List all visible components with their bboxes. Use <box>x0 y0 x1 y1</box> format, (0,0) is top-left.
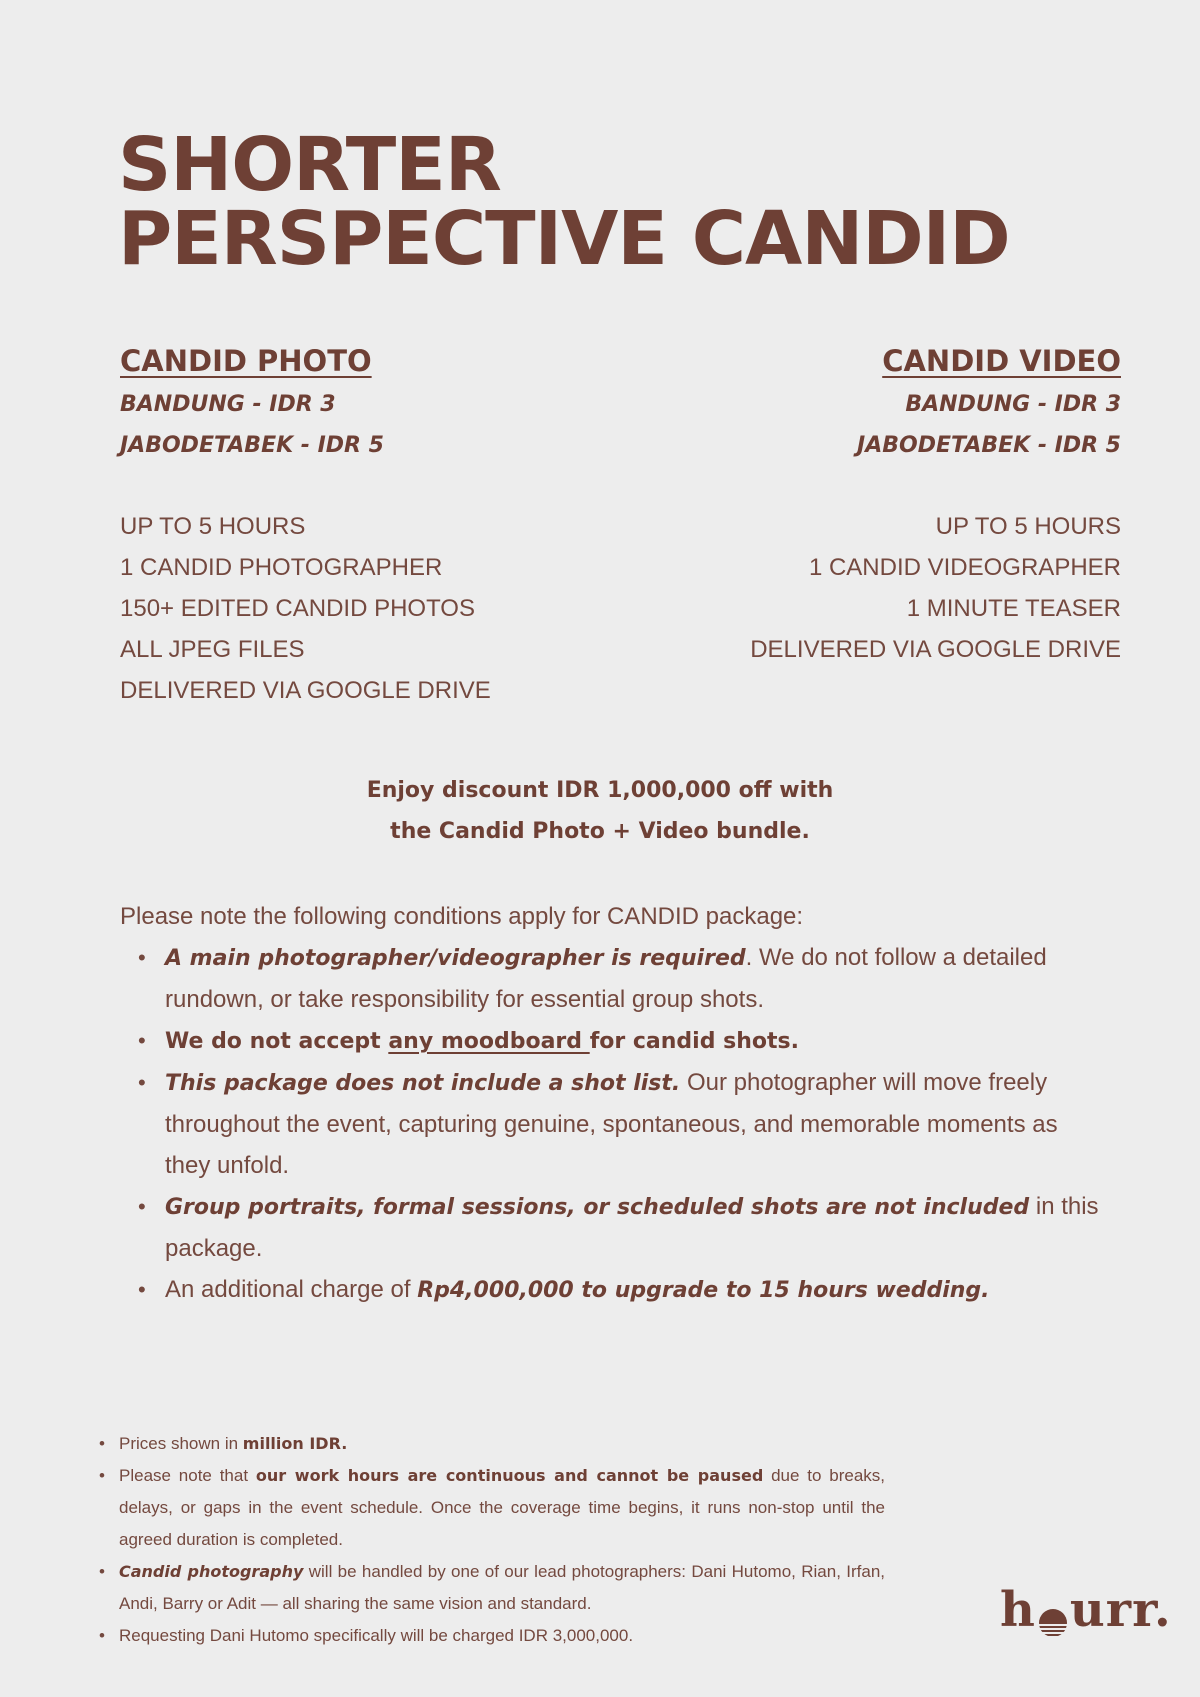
bundle-discount <box>0 770 1200 852</box>
video-features-list <box>601 506 1121 670</box>
list-item: 150+ EDITED CANDID PHOTOS <box>120 595 475 622</box>
condition-text: . We do not follow a detailed rundown, or take responsibility for essential group shots. <box>165 944 1047 1013</box>
condition-emphasis: We do not accept <box>165 1029 389 1054</box>
bundle-line-2: the Candid Photo + Video bundle. <box>390 819 810 844</box>
photo-price-jabodetabek: JABODETABEK - IDR 5 <box>120 433 384 458</box>
logo-text-h: h <box>1000 1582 1036 1638</box>
condition-emphasis: Group portraits, formal sessions, or scheduled shots are not included <box>165 1195 1030 1220</box>
title-line-1: SHORTER <box>118 122 501 208</box>
sunset-o-icon <box>1038 1598 1068 1628</box>
footnotes-list <box>95 1428 885 1652</box>
condition-item <box>165 1269 1100 1311</box>
footnote-emphasis: million IDR. <box>242 1434 348 1453</box>
footnote-text: will be handled by one of our lead photographers: Dani Hutomo, Rian, Irfan, Andi, Barry or Adit — all sharing the same vision and standard. <box>119 1562 885 1613</box>
condition-item <box>165 1186 1100 1269</box>
candid-photo-package <box>120 338 640 711</box>
footnote-item <box>119 1428 885 1460</box>
candid-video-heading: CANDID VIDEO <box>882 344 1121 378</box>
footnote-emphasis: Candid photography <box>119 1562 304 1581</box>
condition-emphasis: for candid shots. <box>589 1029 799 1054</box>
conditions-intro: Please note the following conditions apply for CANDID package: <box>120 903 804 930</box>
footnote-item <box>119 1460 885 1556</box>
bundle-line-1: Enjoy discount IDR 1,000,000 off with <box>366 778 834 803</box>
list-item: 1 CANDID VIDEOGRAPHER <box>808 554 1121 581</box>
footnote-text: due to breaks, delays, or gaps in the event schedule. Once the coverage time begins, it runs non-stop until the agreed duration is completed. <box>119 1466 886 1549</box>
footnote-text: Requesting Dani Hutomo specifically will be charged IDR 3,000,000. <box>119 1626 634 1645</box>
condition-emphasis: This package does not include a shot list. <box>165 1071 681 1096</box>
hourr-logo <box>1000 1582 1172 1638</box>
list-item: ALL JPEG FILES <box>120 636 305 663</box>
condition-text: in this package. <box>165 1193 1099 1262</box>
candid-video-package <box>601 338 1121 670</box>
candid-photo-heading: CANDID PHOTO <box>120 344 372 378</box>
footnote-text: Please note that <box>119 1466 256 1485</box>
condition-item <box>165 1062 1100 1186</box>
footnote-text: Prices shown in <box>119 1434 243 1453</box>
footnote-item <box>119 1556 885 1620</box>
list-item: UP TO 5 HOURS <box>120 513 306 540</box>
condition-text: Our photographer will move freely throughout the event, capturing genuine, spontaneous, and memorable moments as they unfold. <box>165 1069 1058 1179</box>
condition-item <box>165 1020 1100 1062</box>
page-title <box>118 122 1010 282</box>
condition-emphasis: Rp4,000,000 to upgrade to 15 hours wedding. <box>417 1278 990 1303</box>
video-price-bandung: BANDUNG - IDR 3 <box>905 392 1121 417</box>
footnote-item <box>119 1620 885 1652</box>
list-item: 1 CANDID PHOTOGRAPHER <box>120 554 443 581</box>
footnote-emphasis: our work hours are continuous and cannot be paused <box>255 1466 764 1485</box>
condition-emphasis: A main photographer/videographer is required <box>165 946 746 971</box>
video-price-jabodetabek: JABODETABEK - IDR 5 <box>857 433 1121 458</box>
title-line-2: PERSPECTIVE CANDID <box>118 196 1010 282</box>
footnotes <box>95 1428 885 1652</box>
list-item: 1 MINUTE TEASER <box>906 595 1121 622</box>
condition-text: An additional charge of <box>165 1276 418 1303</box>
condition-item <box>165 937 1100 1020</box>
photo-price-bandung: BANDUNG - IDR 3 <box>120 392 336 417</box>
list-item: DELIVERED VIA GOOGLE DRIVE <box>750 636 1121 663</box>
condition-underlined: any moodboard <box>388 1029 590 1054</box>
conditions-list <box>120 937 1100 1311</box>
logo-text-urr: urr. <box>1069 1582 1172 1638</box>
conditions-section <box>120 896 1100 1311</box>
photo-features-list <box>120 506 640 711</box>
list-item: DELIVERED VIA GOOGLE DRIVE <box>120 677 491 704</box>
list-item: UP TO 5 HOURS <box>935 513 1121 540</box>
